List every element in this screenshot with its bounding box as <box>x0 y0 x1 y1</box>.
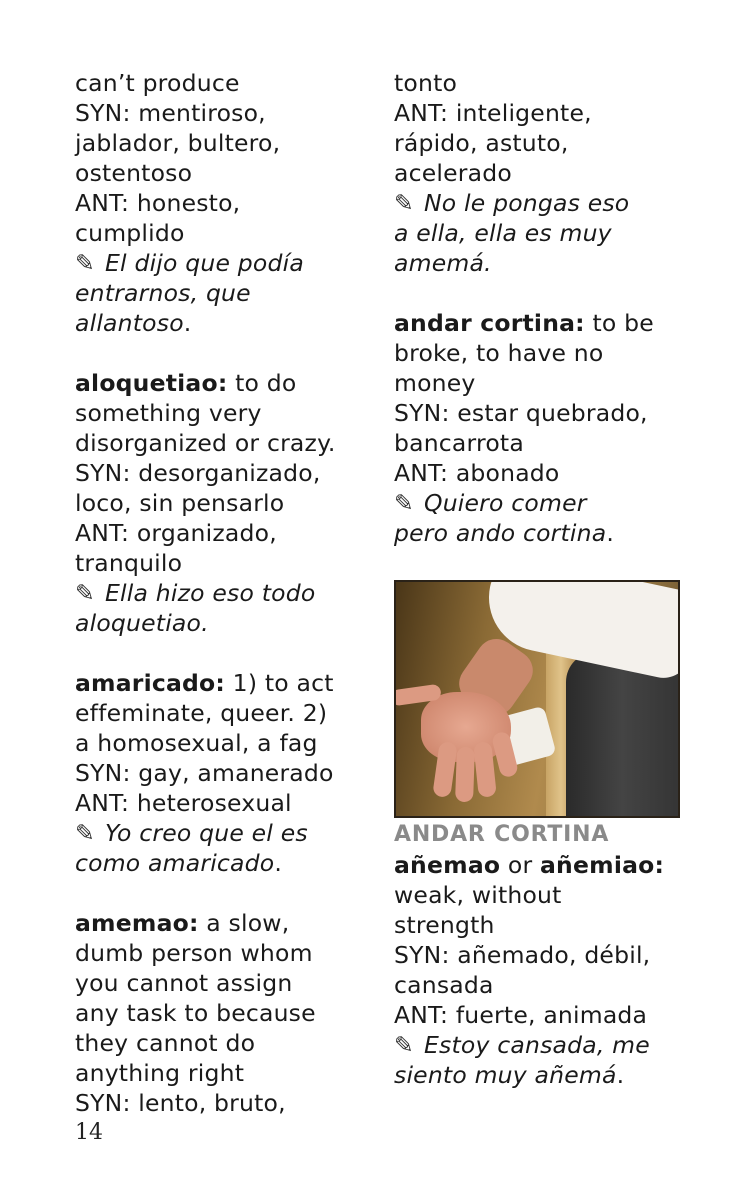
definition-text: strength <box>394 911 495 939</box>
text-line <box>75 368 375 398</box>
entry-spacer <box>394 278 690 308</box>
pencil-icon: ✎ <box>394 1031 414 1059</box>
text-line <box>394 248 690 278</box>
definition-text: ANT: fuerte, animada <box>394 1001 648 1029</box>
definition-text: tonto <box>394 69 458 97</box>
text-line <box>394 1060 690 1090</box>
definition-text: cansada <box>394 971 494 999</box>
definition-text: loco, sin pensarlo <box>75 489 285 517</box>
definition-text: to do <box>227 369 297 397</box>
definition-text: . <box>183 309 192 337</box>
definition-text: or <box>500 851 540 879</box>
text-line <box>75 278 375 308</box>
text-line <box>75 68 375 98</box>
text-line <box>394 880 690 910</box>
text-line <box>394 158 690 188</box>
definition-text: 1) to act <box>225 669 334 697</box>
definition-text: cumplido <box>75 219 185 247</box>
text-line <box>75 608 375 638</box>
text-line <box>394 1000 690 1030</box>
definition-text: any task to because <box>75 999 316 1027</box>
definition-text: ANT: honesto, <box>75 189 241 217</box>
pencil-icon: ✎ <box>394 189 414 217</box>
example-text: siento muy añemá <box>394 1061 617 1089</box>
text-line <box>394 218 690 248</box>
text-line <box>75 788 375 818</box>
example-text: aloquetiao. <box>75 609 209 637</box>
right-column-bottom <box>394 850 690 1090</box>
example-line <box>75 578 375 608</box>
example-text: El dijo que podía <box>105 249 304 277</box>
definition-text: ANT: organizado, <box>75 519 277 547</box>
entry-spacer <box>75 878 375 908</box>
text-line <box>394 398 690 428</box>
text-line <box>75 428 375 458</box>
text-line <box>75 218 375 248</box>
example-line <box>75 248 375 278</box>
photo-caption: ANDAR CORTINA <box>394 822 610 847</box>
definition-text: effeminate, queer. 2) <box>75 699 328 727</box>
text-line <box>75 938 375 968</box>
text-line <box>75 128 375 158</box>
definition-text: ANT: inteligente, <box>394 99 592 127</box>
pencil-icon: ✎ <box>75 249 95 277</box>
definition-text: SYN: mentiroso, <box>75 99 266 127</box>
text-line <box>75 98 375 128</box>
definition-text: ANT: heterosexual <box>75 789 292 817</box>
definition-text: to be <box>584 309 654 337</box>
example-text: pero ando cortina <box>394 519 607 547</box>
example-text: Yo creo que el es <box>105 819 308 847</box>
example-text: Estoy cansada, me <box>424 1031 650 1059</box>
text-line <box>394 68 690 98</box>
text-line <box>394 428 690 458</box>
definition-text: SYN: añemado, débil, <box>394 941 651 969</box>
definition-text: can’t produce <box>75 69 240 97</box>
text-line <box>75 908 375 938</box>
definition-text: . <box>616 1061 625 1089</box>
headword: aloquetiao: <box>75 369 228 397</box>
headword: andar cortina: <box>394 309 585 337</box>
text-line <box>394 368 690 398</box>
headword: amaricado: <box>75 669 225 697</box>
page-number: 14 <box>75 1120 103 1145</box>
example-text: como amaricado <box>75 849 275 877</box>
example-text: allantoso <box>75 309 184 337</box>
text-line <box>75 158 375 188</box>
text-line <box>394 970 690 1000</box>
text-line <box>75 698 375 728</box>
pencil-icon: ✎ <box>394 489 414 517</box>
definition-text: rápido, astuto, <box>394 129 569 157</box>
text-line <box>394 940 690 970</box>
text-line <box>394 98 690 128</box>
definition-text: anything right <box>75 1059 245 1087</box>
text-line <box>75 668 375 698</box>
headword: amemao: <box>75 909 199 937</box>
definition-text: SYN: desorganizado, <box>75 459 321 487</box>
definition-text: broke, to have no <box>394 339 604 367</box>
definition-text: disorganized or crazy. <box>75 429 336 457</box>
definition-text: SYN: gay, amanerado <box>75 759 334 787</box>
text-line <box>75 488 375 518</box>
right-column-top <box>394 68 690 578</box>
definition-text: a homosexual, a fag <box>75 729 318 757</box>
definition-text: tranquilo <box>75 549 183 577</box>
text-line <box>394 850 690 880</box>
example-text: amemá. <box>394 249 492 277</box>
definition-text: weak, without <box>394 881 562 909</box>
andar-cortina-photo <box>394 580 680 818</box>
text-line <box>75 398 375 428</box>
definition-text: acelerado <box>394 159 512 187</box>
text-line <box>75 1088 375 1118</box>
text-line <box>394 128 690 158</box>
text-line <box>394 518 690 548</box>
example-line <box>394 488 690 518</box>
entry-spacer <box>75 338 375 368</box>
text-line <box>75 728 375 758</box>
definition-text: SYN: estar quebrado, <box>394 399 648 427</box>
pencil-icon: ✎ <box>75 579 95 607</box>
text-line <box>75 1028 375 1058</box>
definition-text: . <box>274 849 283 877</box>
text-line <box>75 758 375 788</box>
headword: añemao <box>394 851 501 879</box>
definition-text: something very <box>75 399 262 427</box>
definition-text: dumb person whom <box>75 939 313 967</box>
text-line <box>394 458 690 488</box>
example-text: No le pongas eso <box>424 189 630 217</box>
example-text: Ella hizo eso todo <box>105 579 316 607</box>
text-line <box>394 910 690 940</box>
example-line <box>394 188 690 218</box>
text-line <box>75 848 375 878</box>
definition-text: bancarrota <box>394 429 524 457</box>
photo-finger <box>455 747 475 803</box>
text-line <box>394 338 690 368</box>
definition-text: SYN: lento, bruto, <box>75 1089 286 1117</box>
text-line <box>394 308 690 338</box>
headword: añemiao: <box>540 851 665 879</box>
pencil-icon: ✎ <box>75 819 95 847</box>
text-line <box>75 548 375 578</box>
definition-text: they cannot do <box>75 1029 256 1057</box>
text-line <box>75 518 375 548</box>
entry-spacer <box>394 548 690 578</box>
left-column <box>75 68 375 1118</box>
text-line <box>75 308 375 338</box>
example-text: entrarnos, que <box>75 279 251 307</box>
definition-text: jablador, bultero, <box>75 129 281 157</box>
definition-text: ANT: abonado <box>394 459 560 487</box>
definition-text: . <box>606 519 615 547</box>
text-line <box>75 998 375 1028</box>
right-column <box>394 68 690 1090</box>
text-line <box>75 968 375 998</box>
text-line <box>75 1058 375 1088</box>
definition-text: a slow, <box>198 909 290 937</box>
example-line <box>394 1030 690 1060</box>
example-text: a ella, ella es muy <box>394 219 612 247</box>
definition-text: money <box>394 369 476 397</box>
definition-text: you cannot assign <box>75 969 293 997</box>
example-text: Quiero comer <box>424 489 587 517</box>
definition-text: ostentoso <box>75 159 193 187</box>
text-line <box>75 458 375 488</box>
entry-spacer <box>75 638 375 668</box>
text-line <box>75 188 375 218</box>
example-line <box>75 818 375 848</box>
